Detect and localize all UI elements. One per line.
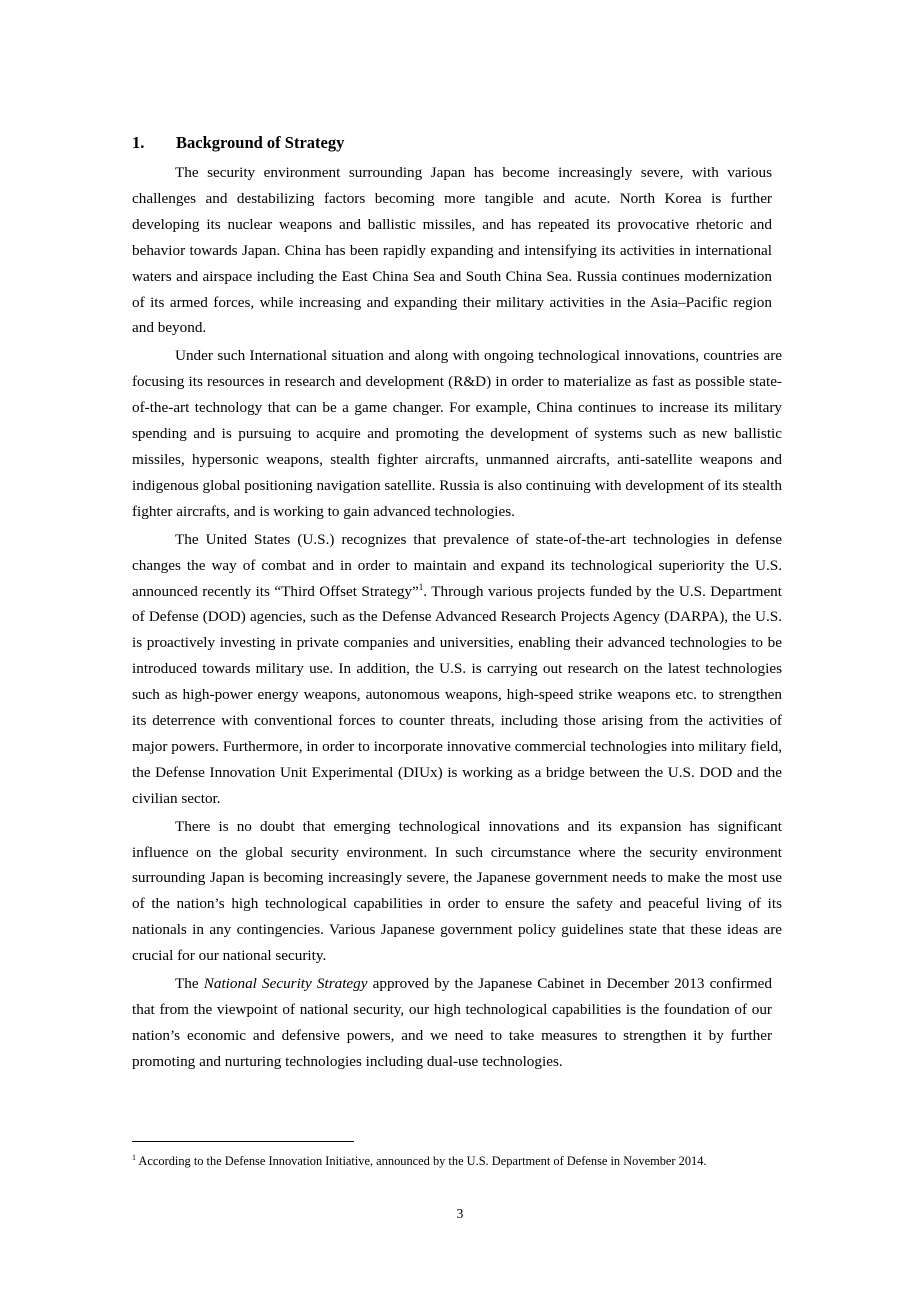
footnote xyxy=(132,1152,792,1170)
footnote-reference: 1 xyxy=(418,581,424,592)
footnote-text: According to the Defense Innovation Initiative, announced by the U.S. Department of Defense in November 2014. xyxy=(138,1154,707,1168)
body-text xyxy=(132,160,782,1077)
section-heading xyxy=(132,132,772,154)
paragraph-technological-innovations: There is no doubt that emerging technological innovations and its expansion has significant influence on the global security environment. In such circumstance where the security environment surrounding Japan is becoming increasingly severe, the Japanese government needs to make the most use of the nation’s high technological capabilities in order to ensure the safety and peaceful living of its nationals in any contingencies. Various Japanese government policy guidelines state that these ideas are crucial for our national security. xyxy=(132,817,782,965)
document-title-reference: National Security Strategy xyxy=(203,975,368,993)
paragraph-text: The xyxy=(175,975,204,993)
paragraph-national-security-strategy xyxy=(132,971,772,1075)
paragraph-text: The United States (U.S.) recognizes that prevalence of state-of-the-art technologies in defense changes the way of combat and in order to maintain and expand its technological superiority the U.S. announced recently its “Third Offset Strategy” xyxy=(132,530,782,600)
footnote-divider xyxy=(132,1141,354,1142)
paragraph-text: . Through various projects funded by the U.S. Department of Defense (DOD) agencies, such as the Defense Advanced Research Projects Agency (DARPA), the U.S. is proactively investing in private companies and universities, enabling their advanced technologies to be introduced towards military use. In addition, the U.S. is carrying out research on the latest technologies such as high-power energy weapons, autonomous weapons, high-speed strike weapons etc. to strengthen its deterrence with conventional forces to counter threats, including those arising from the activities of major powers. Furthermore, in order to incorporate innovative commercial technologies into military field, the Defense Innovation Unit Experimental (DIUx) is working as a bridge between the U.S. DOD and the civilian sector. xyxy=(132,582,782,807)
footnote-marker: 1 xyxy=(132,1152,136,1162)
section-number: 1. xyxy=(132,133,145,152)
paragraph-international-situation: Under such International situation and along with ongoing technological innovations, countries are focusing its resources in research and development (R&D) in order to materialize as fast as possible state-of-the-art technology that can be a game changer. For example, China continues to increase its military spending and is pursuing to acquire and promoting the development of systems such as new ballistic missiles, hypersonic weapons, stealth fighter aircrafts, unmanned aircrafts, anti-satellite weapons and indigenous global positioning navigation satellite. Russia is also continuing with development of its stealth fighter aircrafts, and is working to gain advanced technologies. xyxy=(132,347,782,520)
paragraph-security-environment: The security environment surrounding Japan has become increasingly severe, with various challenges and destabilizing factors becoming more tangible and acute. North Korea is further developing its nuclear weapons and ballistic missiles, and has repeated its provocative rhetoric and behavior towards Japan. China has been rapidly expanding and intensifying its activities in international waters and airspace including the East China Sea and South China Sea. Russia continues modernization of its armed forces, while increasing and expanding their military activities in the Asia–Pacific region and beyond. xyxy=(132,164,772,337)
page-number: 3 xyxy=(456,1206,464,1221)
section-title: Background of Strategy xyxy=(176,133,345,152)
paragraph-united-states xyxy=(132,527,782,812)
paragraph-text: approved by the Japanese Cabinet in December 2013 confirmed that from the viewpoint of national security, our high technological capabilities is the foundation of our nation’s economic and defensive powers, and we need to take measures to strengthen it by further promoting and nurturing technologies including dual-use technologies. xyxy=(132,975,772,1070)
